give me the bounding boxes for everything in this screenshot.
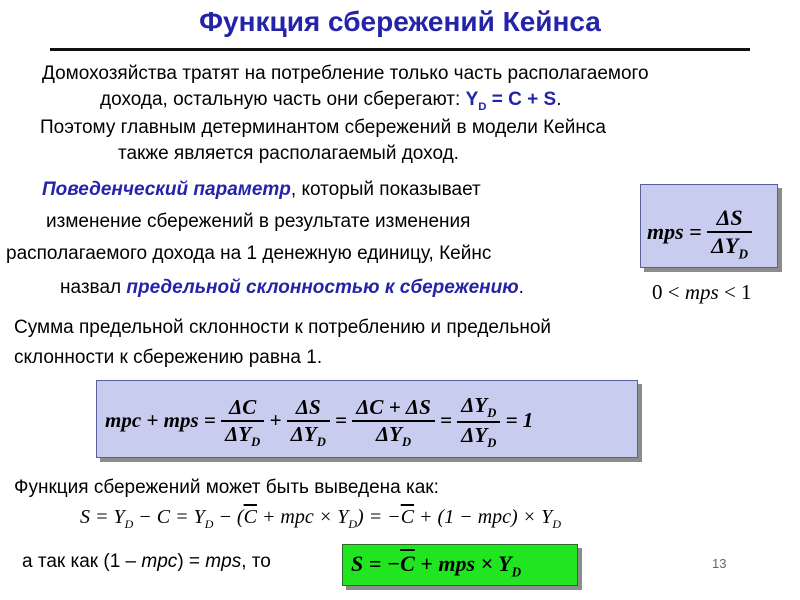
sum-formula-box: mpc + mps = $\frac{\Delta C}{\Delta Y_D}$ + $\frac{\Delta S}{\Delta Y_D}$ = $\frac{\Delta C + \Delta S}{\Delta Y_D}$ = $\frac{\Delta Y_D}{\Delta Y_D}$ = 1 [96,380,638,458]
definition-line-4: назвал предельной склонностью к сбережению. [60,277,524,298]
intro-line-4: также является располагаемый доход. [118,143,459,164]
definition-line-3: располагаемого дохода на 1 денежную единицу, Кейнс [6,243,492,264]
intro-line-2: дохода, остальную часть они сберегают: $Y_D = C + S$. [100,89,562,113]
derivation-label: Функция сбережений может быть выведена как: [14,477,439,498]
behavioral-parameter-term: Поведенческий параметр [42,179,291,200]
derivation-formula: $S = Y_D - C = Y_D - (\overline{C}$ + mpc × $Y_D) = -\overline{C} + (1 - mpc) \times Y_D$ [80,506,561,531]
slide-title: Функция сбережений Кейнса [199,6,601,37]
savings-function-box: $S = -\overline{C}$ + mps × $Y_D$ [342,544,578,586]
intro-line-3: Поэтому главным детерминантом сбережений в модели Кейнса [40,117,606,138]
intro-formula: $Y_D = C + S$ [465,89,557,113]
mps-lhs: mps = [647,218,702,244]
mps-formula-box [640,184,778,268]
sum-line-1: Сумма предельной склонности к потреблению и предельной [14,317,552,338]
mps-term: предельной склонностью к сбережению [126,277,519,298]
definition-line-1: Поведенческий параметр, который показывает [42,179,481,200]
title-divider [50,48,750,51]
intro-line-2-text: дохода, остальную часть они сберегают: [100,89,466,110]
sum-line-2: склонности к сбережению равна 1. [14,347,323,368]
slide-number: 13 [712,556,727,571]
definition-line-2: изменение сбережений в результате изменения [46,211,471,232]
mps-fraction: $\frac{\Delta S}{\Delta Y_D}$ [707,205,752,262]
intro-line-1: Домохозяйства тратят на потребление только часть располагаемого [42,63,649,84]
conclusion-text: а так как (1 – mpc) = mps, то [22,551,271,572]
mps-range: 0 < mps < 1 [652,280,752,304]
